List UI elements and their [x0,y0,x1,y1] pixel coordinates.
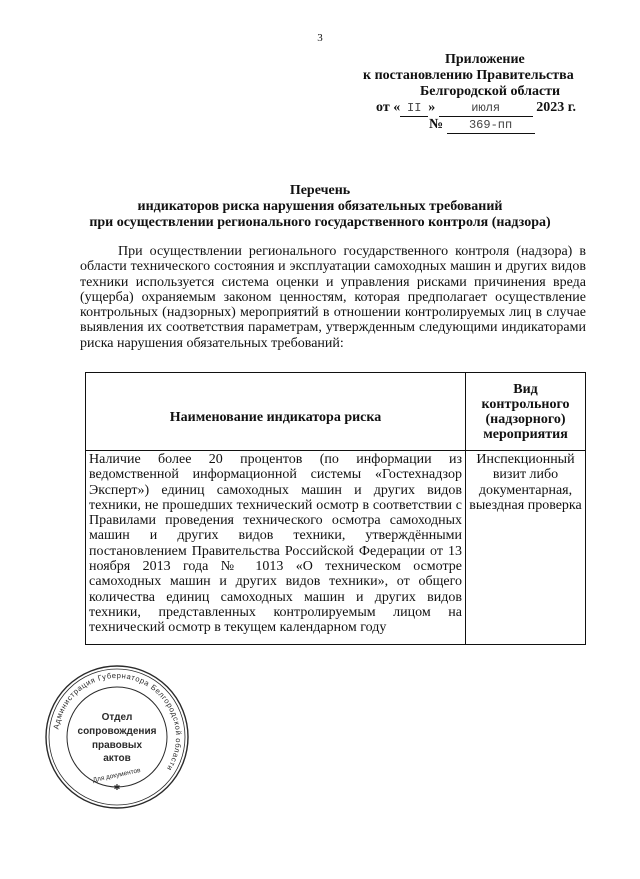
table-row [86,451,586,645]
appendix-title: Приложение [445,52,525,67]
column-header-indicator-name: Наименование индикатора риска [86,373,466,451]
stamp-center-line-1: Отдел [101,712,133,723]
appendix-region-line: Белгородской области [420,84,561,99]
table-header-row [86,373,586,451]
heading-subtitle-1: индикаторов риска нарушения обязательных требований [137,199,503,214]
appendix-date-line [355,100,595,117]
date-month: июля [439,100,533,117]
date-prefix: от « [376,100,401,115]
indicator-name-cell: Наличие более 20 процентов (по информации из ведомственной информационной системы «Гостехнадзор Эксперт») единиц самоходных машин и других видов техники, не прошедших технический осмотр в соответствии с Правилами проведения технического осмотра самоходных машин и других видов техники, утверждёнными постановлением Правительства Российской Федерации от 13 ноября 2013 года № 1013 «О техническом осмотре самоходных машин и других видов техники», от общего количества единиц самоходных машин и других видов техники, представленных контролируемым лицом на технический осмотр в текущем календарном году [86,451,466,645]
stamp-bottom-text: Для документов [92,767,142,785]
risk-indicators-table [85,372,586,645]
heading-title: Перечень [289,183,351,198]
number-value: 369-пп [447,117,535,134]
intro-paragraph: При осуществлении регионального государственного контроля (надзора) в области технического состояния и эксплуатации самоходных машин и других видов техники используется система оценки и управления рисками причинения вреда (ущерба) охраняемым законом ценностям, которая предполагает осуществление контрольных (надзорных) мероприятий в отношении контролируемых лиц в случае выявления их соответствия параметрам, утвержденным следующими индикаторами риска нарушения обязательных требований: [80,244,586,351]
appendix-block [355,52,595,134]
column-header-control-type: Вид контрольного (надзорного) мероприятия [466,373,586,451]
date-day: II [400,100,428,117]
document-heading [0,183,640,231]
number-label: № [429,117,444,132]
appendix-resolution-line: к постановлению Правительства [363,68,574,83]
stamp-star-icon: ✱ [113,783,121,792]
appendix-number-line [355,117,595,134]
page-number: 3 [317,32,323,44]
heading-subtitle-2: при осуществлении регионального государственного контроля (надзора) [89,215,551,230]
official-stamp [44,664,190,810]
control-type-cell: Инспекционный визит либо документарная, выездная проверка [466,451,586,645]
stamp-center-line-3: правовых [91,740,143,751]
stamp-ring-text: Администрация Губернатора Белгородской области [51,670,184,773]
date-year: 2023 г. [536,100,576,115]
stamp-center-line-4: актов [103,753,131,764]
stamp-center-line-2: сопровождения [77,726,157,737]
date-mid: » [428,100,436,115]
